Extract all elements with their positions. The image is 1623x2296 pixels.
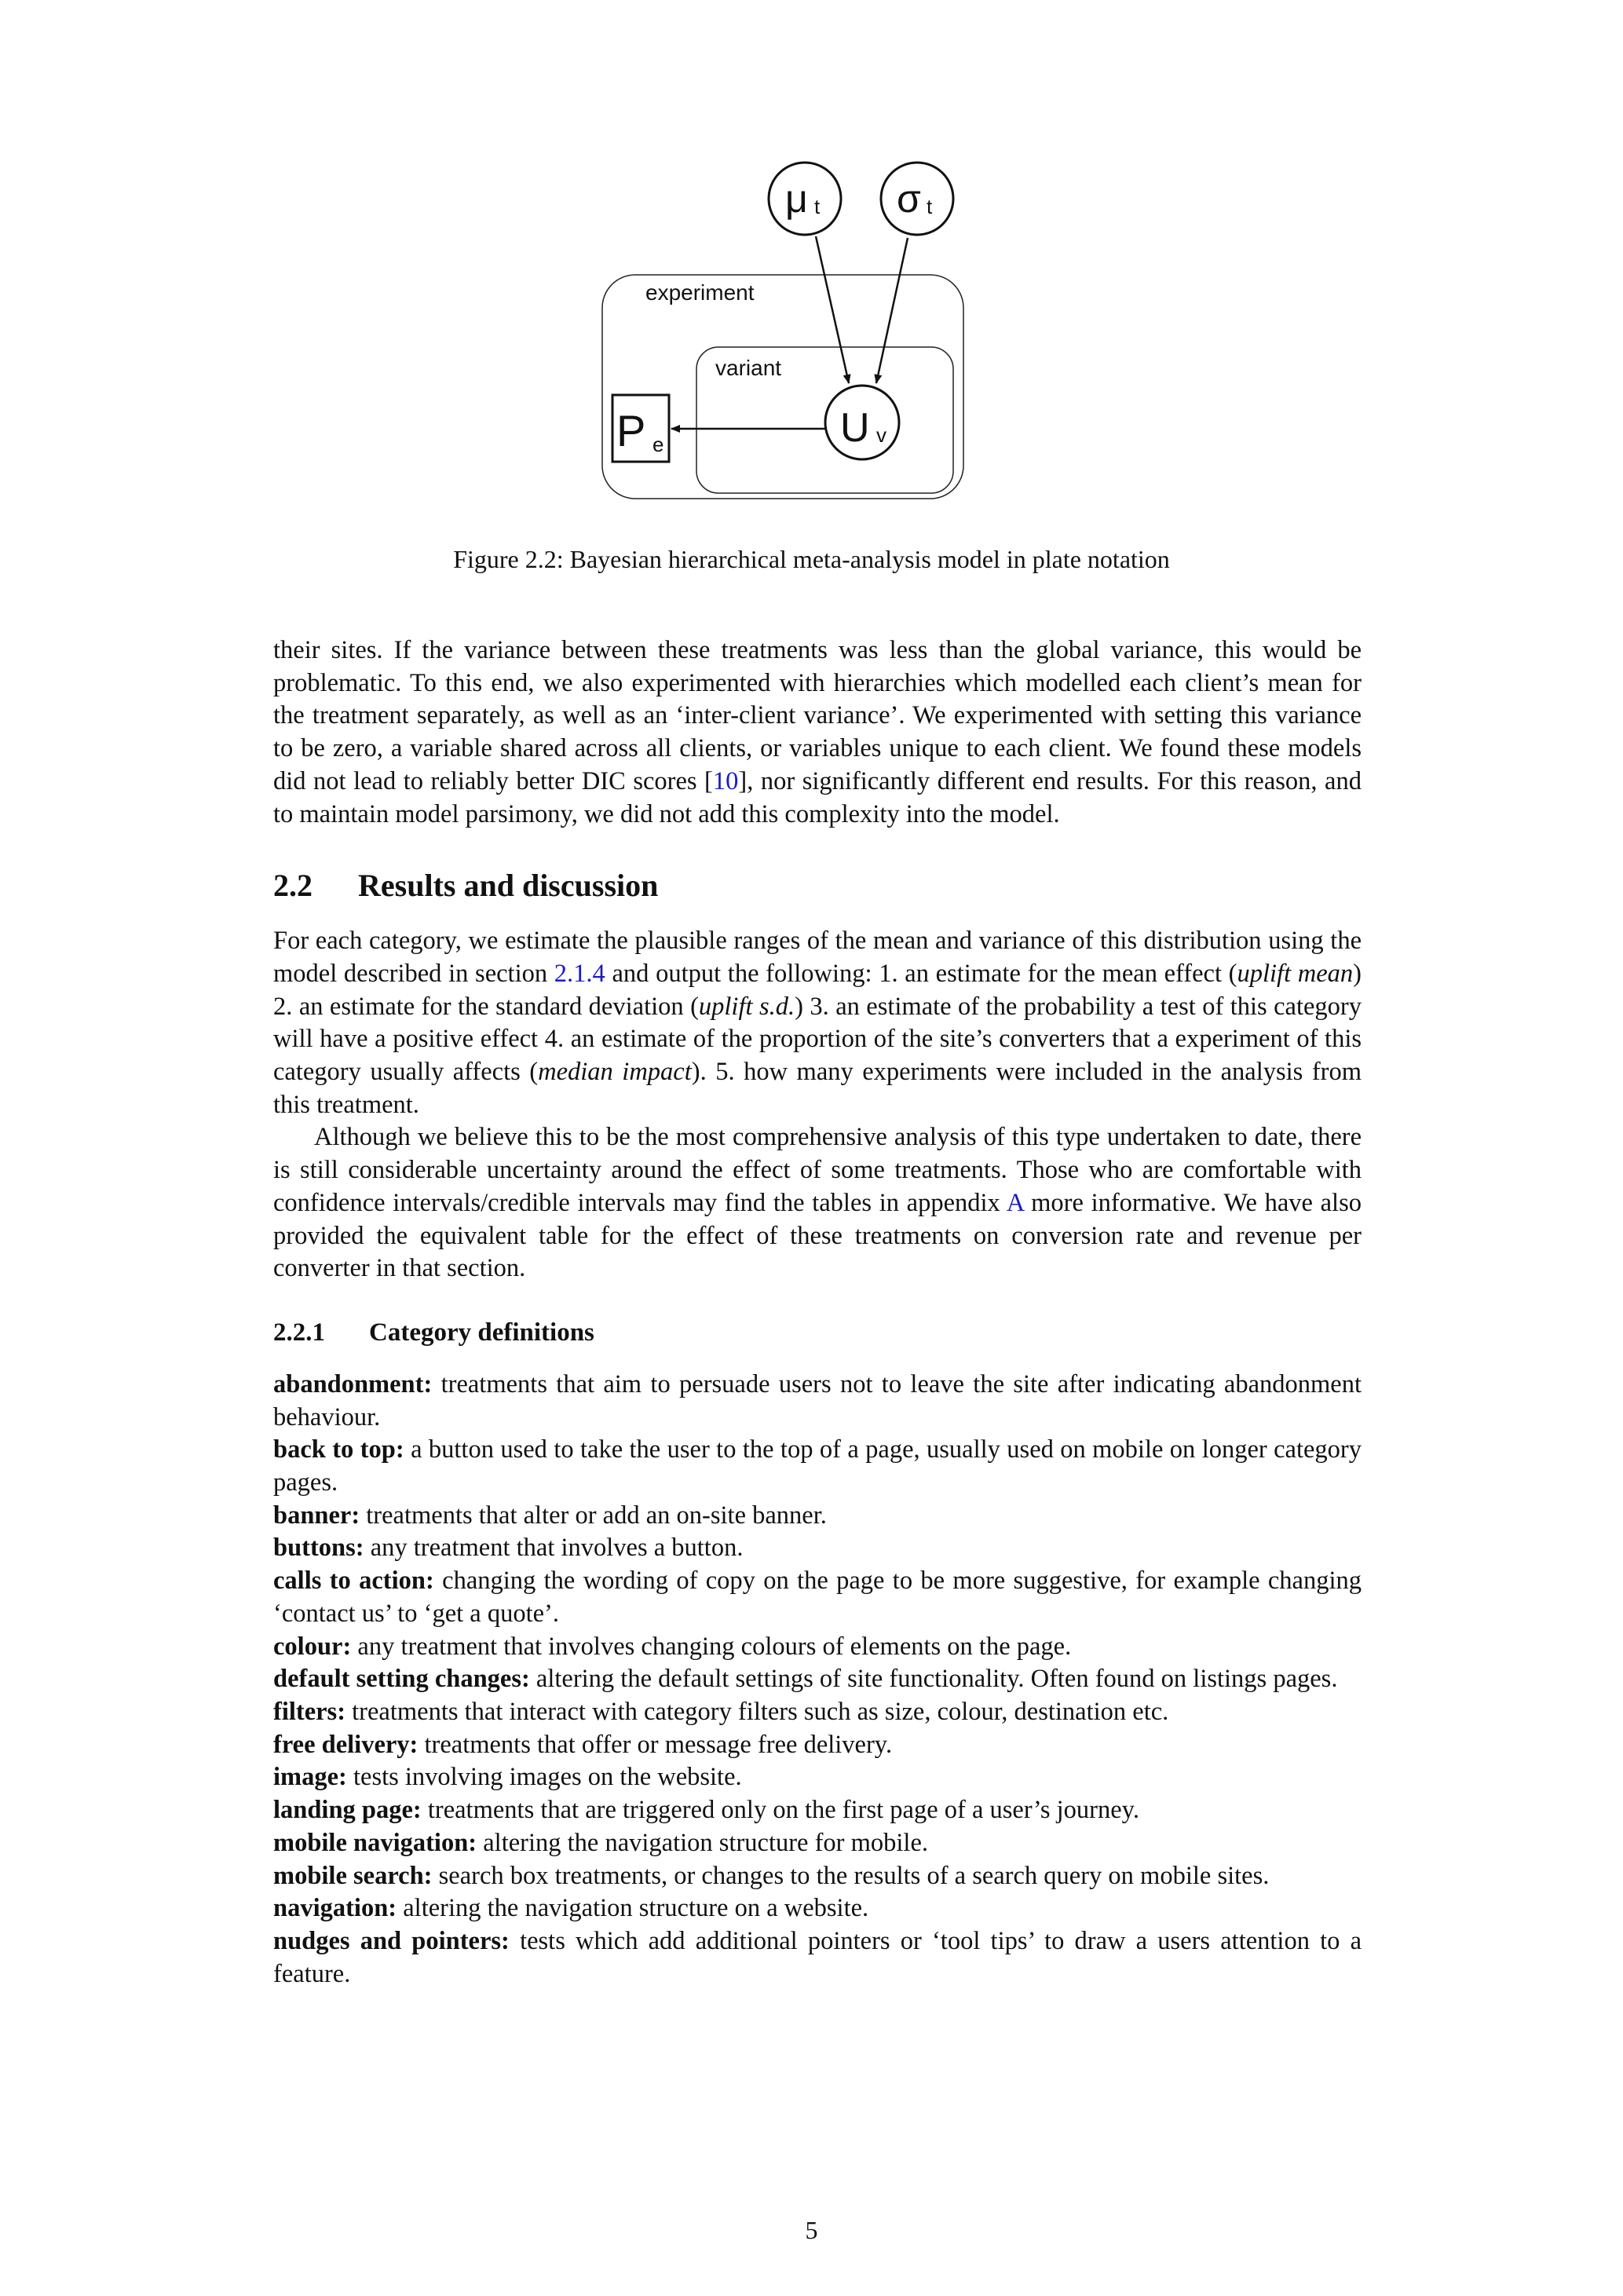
intro-text-1: their sites. If the variance between these treatments was less than the global variance, this would be problematic. To this end, we also experimented with hierarchies which modelled each client’s mean for the treatment separately, as well as an ‘inter-client variance’. We experimented with setting this variance to be zero, a variable shared across all clients, or variables unique to each client. We found these models did not lead to reliably better DIC scores [ [273, 636, 1362, 795]
mu-subscript: t [814, 195, 821, 218]
definition-text: treatments that offer or message free delivery. [424, 1730, 893, 1759]
figure-caption: Figure 2.2: Bayesian hierarchical meta-analysis model in plate notation [453, 545, 1170, 573]
definition-item [273, 1761, 1362, 1794]
definition-item [273, 1532, 1362, 1565]
results-paragraph-1 [273, 925, 1362, 1121]
definition-text: treatments that alter or add an on-site banner. [366, 1501, 827, 1530]
section-number: 2.2 [273, 868, 313, 904]
text: ) 2. an estimate for the standard deviation ( [273, 959, 1362, 1021]
variant-plate-label: variant [715, 356, 782, 380]
p-symbol: P [616, 406, 646, 455]
emphasis: median impact [538, 1058, 692, 1087]
section-title: Results and discussion [358, 868, 659, 904]
sigma-subscript: t [927, 195, 933, 218]
page-number: 5 [805, 2216, 818, 2244]
definition-item [273, 1565, 1362, 1630]
definition-term: abandonment: [273, 1369, 433, 1398]
text: and output the following: 1. an estimate for the mean effect ( [605, 959, 1237, 988]
plate-diagram [0, 0, 1623, 534]
definition-item [273, 1729, 1362, 1762]
definition-text: any treatment that involves a button. [370, 1534, 744, 1563]
appendix-link[interactable]: A [1006, 1188, 1024, 1217]
definition-item [273, 1500, 1362, 1533]
definition-term: free delivery: [273, 1730, 419, 1759]
definition-term: nudges and pointers: [273, 1926, 510, 1955]
definition-term: landing page: [273, 1796, 422, 1825]
results-paragraph-2 [273, 1121, 1362, 1285]
results-text [273, 925, 1362, 1285]
definition-term: mobile search: [273, 1861, 433, 1890]
subsection-number: 2.2.1 [273, 1318, 325, 1347]
text: For each category, we estimate the plausible ranges of the mean and variance of this distribution using the model described in section [273, 927, 1362, 988]
section-heading [273, 867, 1623, 905]
definition-term: buttons: [273, 1534, 364, 1563]
definition-term: default setting changes: [273, 1665, 530, 1694]
u-node [825, 386, 899, 459]
definition-text: a button used to take the user to the top of a page, usually used on mobile on longer category pages. [273, 1435, 1362, 1497]
definition-text: treatments that aim to persuade users not to leave the site after indicating abandonment behaviour. [273, 1369, 1362, 1431]
emphasis: uplift s.d. [698, 992, 795, 1021]
definition-text: search box treatments, or changes to the results of a search query on mobile sites. [438, 1861, 1270, 1890]
definition-text: any treatment that involves changing colours of elements on the page. [357, 1632, 1072, 1661]
intro-paragraph [273, 634, 1362, 831]
subsection-title: Category definitions [369, 1318, 594, 1347]
definition-term: filters: [273, 1697, 346, 1726]
definitions-list [273, 1369, 1362, 1991]
emphasis: uplift mean [1237, 959, 1354, 988]
mu-node [769, 163, 841, 235]
text: ). 5. how many experiments were included in the analysis from this treatment. [273, 1058, 1362, 1119]
arrow-sigma-to-u [876, 238, 908, 383]
definition-text: altering the navigation structure on a website. [403, 1894, 869, 1923]
definition-text: changing the wording of copy on the page to be more suggestive, for example changing ‘contact us’ to ‘get a quote’. [273, 1567, 1362, 1628]
definition-item [273, 1631, 1362, 1664]
text: ) 3. an estimate of the probability a test of this category will have a positive effect 4. an estimate of the proportion of the site’s converters that a experiment of this category usually affects ( [273, 992, 1362, 1087]
text: Although we believe this to be the most comprehensive analysis of this type undertaken to date, there is still considerable uncertainty around the effect of some treatments. Those who are comfortable with confidence intervals/credible intervals may find the tables in appendix [273, 1123, 1362, 1217]
definition-item [273, 1827, 1362, 1860]
definition-text: altering the default settings of site functionality. Often found on listings pages. [536, 1665, 1338, 1694]
p-node [612, 395, 669, 462]
definition-item [273, 1860, 1362, 1893]
experiment-plate-label: experiment [645, 280, 755, 305]
definition-term: image: [273, 1763, 347, 1792]
u-subscript: v [876, 423, 886, 447]
definition-term: mobile navigation: [273, 1828, 477, 1857]
definition-text: altering the navigation structure for mobile. [483, 1828, 929, 1857]
p-subscript: e [652, 433, 664, 456]
definition-item [273, 1925, 1362, 1991]
experiment-plate [602, 275, 963, 499]
sigma-node [881, 163, 953, 235]
definition-item [273, 1663, 1362, 1696]
page-spacer [0, 1991, 1623, 2214]
definition-term: calls to action: [273, 1567, 434, 1596]
definition-item [273, 1369, 1362, 1434]
definition-text: treatments that interact with category filters such as size, colour, destination etc. [352, 1697, 1169, 1726]
citation-link[interactable]: 10 [712, 766, 739, 795]
mu-symbol: μ [785, 177, 808, 221]
definition-item [273, 1794, 1362, 1827]
arrow-mu-to-u [816, 236, 849, 383]
section-ref-link[interactable]: 2.1.4 [554, 959, 605, 988]
definition-term: back to top: [273, 1435, 404, 1464]
subsection-heading [273, 1317, 1623, 1348]
definition-item [273, 1434, 1362, 1499]
definition-text: treatments that are triggered only on the first page of a user’s journey. [427, 1796, 1139, 1825]
u-symbol: U [840, 405, 870, 451]
definition-term: banner: [273, 1501, 360, 1530]
definition-item [273, 1696, 1362, 1729]
intro-text-2: ], nor significantly different end results. For this reason, and to maintain model parsimony, we did not add this complexity into the model. [273, 766, 1362, 828]
definition-item [273, 1892, 1362, 1925]
definition-term: colour: [273, 1632, 352, 1661]
text: more informative. We have also provided the equivalent table for the effect of these treatments on conversion rate and revenue per converter in that section. [273, 1188, 1362, 1283]
definition-term: navigation: [273, 1894, 397, 1923]
sigma-symbol: σ [897, 177, 921, 221]
definition-text: tests involving images on the website. [353, 1763, 742, 1792]
definition-text: tests which add additional pointers or ‘tool tips’ to draw a users attention to a feature. [273, 1926, 1362, 1988]
